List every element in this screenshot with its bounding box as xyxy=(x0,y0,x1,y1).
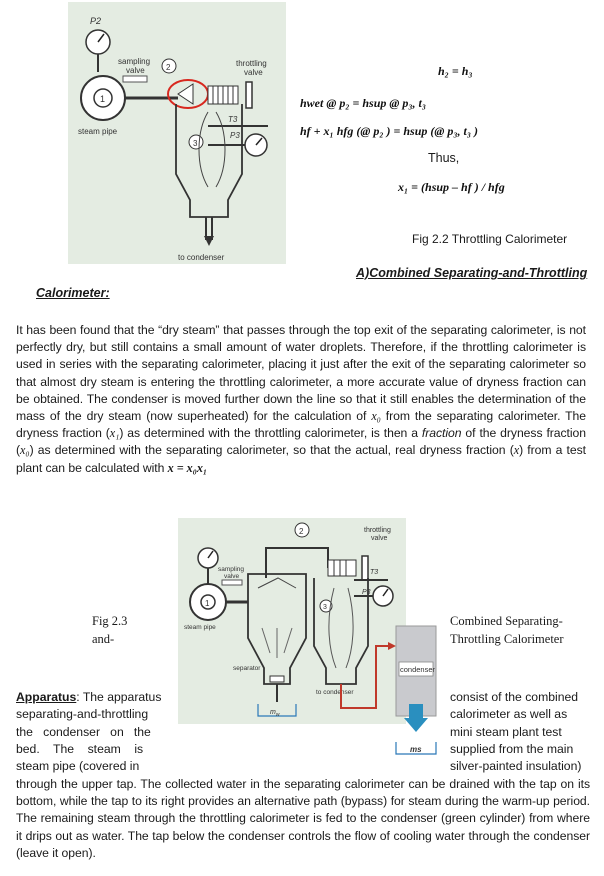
fig2-label-p3: P3 xyxy=(362,589,371,596)
apparatus-left-column xyxy=(16,689,176,759)
symbol-x0: x₀ xyxy=(371,409,381,424)
thus-text: Thus, xyxy=(428,151,460,165)
pressure-gauge-p2 xyxy=(86,16,110,72)
figure-2-3-caption-line1: Combined Separating- xyxy=(450,614,563,628)
apparatus-paragraph-rest: through the upper tap. The collected water in the separating calorimeter can be drained with the tap on its bottom, while the tap to its right provides an alternative path (bypass) for steam during the warm-up period. The remaining steam through the throttling calorimeter is fed to the condenser (green cylinder) from where it drips out as water. The tap below the condenser controls the flow of cooling water through the condenser (leave it open). xyxy=(16,777,590,860)
figure-2-2-caption: Fig 2.2 Throttling Calorimeter xyxy=(412,232,568,246)
paragraph-part-5: ) as determined with the separating calorimeter, so that the actual, real dryness fraction ( xyxy=(29,443,514,458)
equation-x1: x₁ = (hsup – hf ) / hfg xyxy=(398,180,505,194)
apparatus-left-line-1: : The apparatus xyxy=(76,690,162,704)
fig2-label-sampling: sampling xyxy=(218,566,245,573)
section-heading-line2: Calorimeter: xyxy=(36,286,110,300)
fig2-label-valve: valve xyxy=(224,573,240,580)
figure-2-3-label-and: and- xyxy=(92,632,115,646)
symbol-x0-b: x₀ xyxy=(20,443,30,458)
label-2: 2 xyxy=(166,63,171,72)
label-sampling: sampling xyxy=(118,57,151,66)
apparatus-right-column xyxy=(450,689,590,759)
apparatus-right-line-2: calorimeter as well as xyxy=(450,707,568,722)
calorimeter-paragraph xyxy=(16,322,586,477)
apparatus-left-line-2: separating-and-throttling xyxy=(16,707,149,722)
fig2-label-ms: ms xyxy=(410,745,422,754)
fig2-label-steam-pipe: steam pipe xyxy=(184,624,216,631)
label-steam-pipe: steam pipe xyxy=(78,127,118,136)
throttling-calorimeter-diagram xyxy=(68,2,286,264)
label-throttling-valve: valve xyxy=(244,68,263,77)
label-sampling-valve: valve xyxy=(126,66,145,75)
label-3: 3 xyxy=(193,139,198,148)
label-throttling: throttling xyxy=(236,59,267,68)
apparatus-label: Apparatus xyxy=(16,690,77,704)
equation-h2-h3: h₂ = h₃ xyxy=(438,64,473,78)
fig2-label-throttling-valve: valve xyxy=(371,535,388,542)
fig2-label-condenser: condenser xyxy=(400,665,436,674)
label-t3: T3 xyxy=(228,115,238,124)
fig2-label-separator: separator xyxy=(233,665,261,672)
figure-2-3-caption-line2: Throttling Calorimeter xyxy=(450,632,564,646)
apparatus-right-line-4: supplied from the main xyxy=(450,742,574,757)
paragraph-part-1: It has been found that the “dry steam” that passes through the top exit of the separating calorimeter, is not perfectly dry, but still contains a small amount of water droplets. Therefore, if the throttling calorimeter is used in series with the separating calorimeter, placing it just after the exit of the separating calorimeter so that almost dry steam is entering the throttling calorimeter, a more accurate value of dryness fraction can be obtained. The condenser is moved further down the line so that it still enables the determination of the mass of the dry steam (now superheated) for the calculation of xyxy=(16,323,586,424)
apparatus-line5-right: silver-painted insulation) xyxy=(450,759,582,773)
fig2-label-throttling: throttling xyxy=(364,527,391,534)
paragraph-part-2: from the separating calorimeter. The dryness fraction ( xyxy=(16,409,586,441)
apparatus-line5-left: steam pipe (covered in xyxy=(16,759,140,773)
paragraph-part-4: of the dryness fraction ( xyxy=(16,426,587,458)
dryness-formula: x = x₀x₁ xyxy=(167,460,208,475)
fig2-label-2: 2 xyxy=(299,527,304,536)
label-p3: P3 xyxy=(230,131,240,140)
apparatus-left-line-4: bed. The steam is xyxy=(16,742,144,757)
fig2-label-mw: $m_w$ xyxy=(270,709,280,718)
fig2-label-to-condenser: to condenser xyxy=(316,689,354,696)
fraction-emphasis: fraction xyxy=(421,426,462,441)
figure-2-3-label: Fig 2.3 xyxy=(92,614,128,628)
paragraph-part-3: ) as determined with the throttling calorimeter, is then a xyxy=(119,426,422,441)
symbol-x1: x₁ xyxy=(109,426,120,441)
equation-line-2: hf + x₁ hfg (@ p₂ ) = hsup (@ p₃, t₃ ) xyxy=(300,124,479,138)
steam-pipe-circle xyxy=(81,76,125,120)
equation-line-1: hwet @ p₂ = hsup @ p₃, t₃ xyxy=(300,96,427,110)
label-p2: P2 xyxy=(90,16,102,26)
label-1: 1 xyxy=(100,94,106,104)
apparatus-left-line-3: the condenser on the xyxy=(16,724,151,739)
symbol-x: x xyxy=(513,443,520,458)
section-heading-line1: A)Combined Separating-and-Throttling xyxy=(356,266,588,280)
fig2-label-1: 1 xyxy=(205,599,210,608)
apparatus-right-line-3: mini steam plant test xyxy=(450,724,562,739)
label-to-condenser: to condenser xyxy=(178,253,225,262)
paragraph-part-6: ) from a test plant can be calculated with xyxy=(16,443,586,475)
fig2-label-t3: T3 xyxy=(370,569,379,576)
fig2-label-3: 3 xyxy=(323,604,327,611)
apparatus-right-line-1: consist of the combined xyxy=(450,690,579,704)
